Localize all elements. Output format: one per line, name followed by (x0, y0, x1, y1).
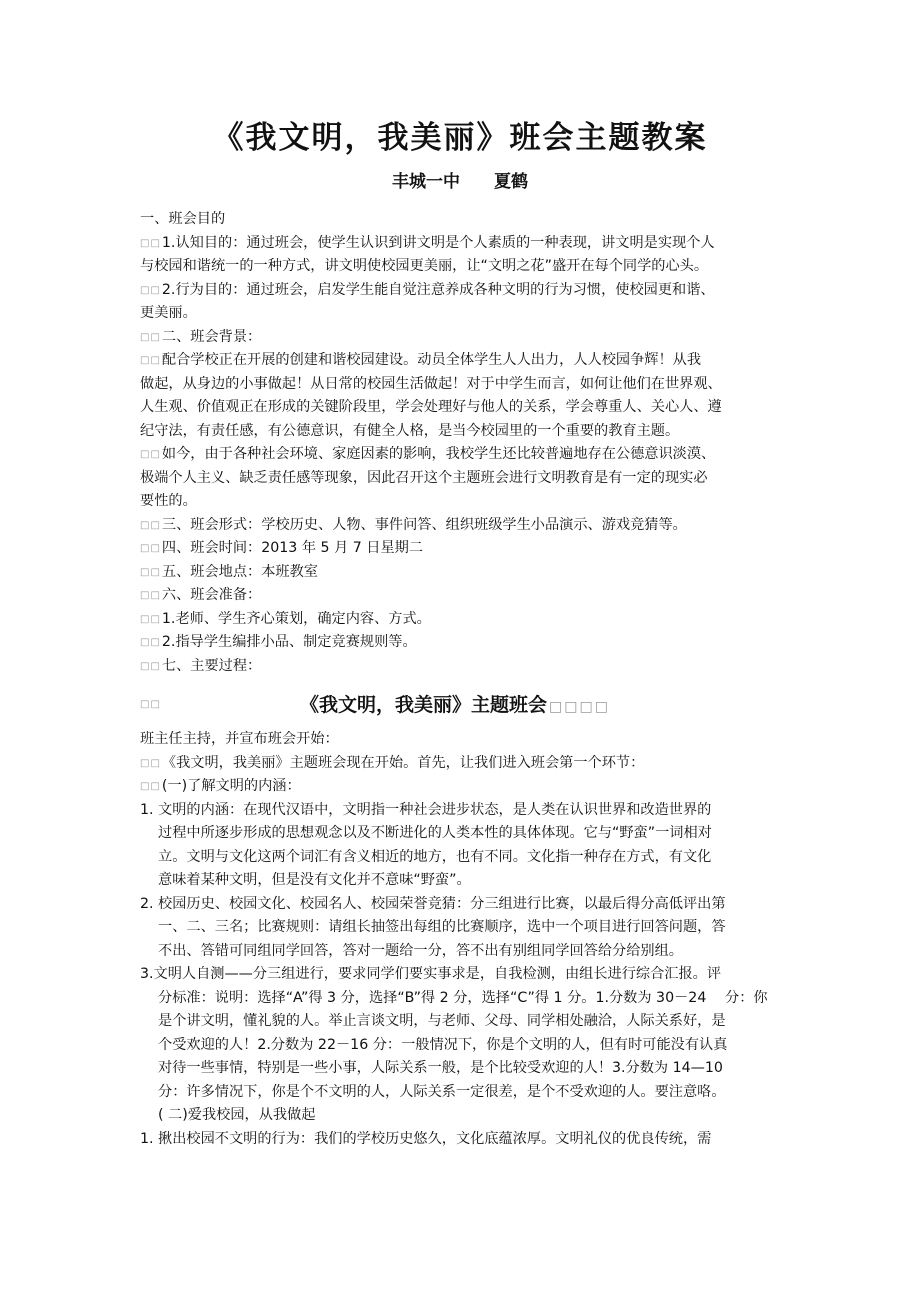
line-text: 班主任主持，并宣布班会开始： (140, 731, 339, 747)
line-text: 2. 校园历史、校园文化、校园名人、校园荣誉竞猜：分三组进行比赛，以最后得分高低评出第 (140, 895, 726, 912)
line-text: 1. 揪出校园不文明的行为：我们的学校历史悠久，文化底蕴浓厚。文明礼仪的优良传统，需 (140, 1130, 712, 1147)
line-text: 意味着某种文明，但是没有文化并不意味“野蛮”。 (158, 872, 471, 888)
text-line (140, 1081, 790, 1105)
line-text: 2.行为目的：通过班会，启发学生能自觉注意养成各种文明的行为习惯，使校园更和谐、 (161, 281, 715, 298)
placeholder-glyph: □□ (140, 519, 161, 531)
placeholder-glyph: □□ (140, 660, 161, 672)
line-text: 七、主要过程： (161, 657, 262, 674)
line-text: 分标准：说明：选择“A”得 3 分，选择“B”得 2 分，选择“C”得 1 分。1.分数为 30－24 分：你 (158, 989, 768, 1006)
text-line (140, 302, 790, 326)
line-text: 不出、答错可同组同学回答，答对一题给一分，答不出有别组同学回答给分给别组。 (158, 942, 683, 959)
text-line (140, 255, 790, 279)
line-text: 1.认知目的：通过班会，使学生认识到讲文明是个人素质的一种表现，讲文明是实现个人 (161, 234, 715, 251)
school-name: 丰城一中 (392, 172, 461, 192)
text-line (140, 728, 790, 752)
text-line (140, 208, 790, 232)
line-text: 三、班会形式：学校历史、人物、事件问答、组织班级学生小品演示、游戏竞猜等。 (161, 516, 687, 533)
placeholder-glyph: □□ (140, 355, 161, 366)
text-line (140, 443, 790, 467)
text-line (140, 1034, 790, 1058)
text-line (140, 987, 790, 1011)
line-text: 一、二、三名；比赛规则：请组长抽签出每组的比赛顺序，选中一个项目进行回答问题，答 (158, 919, 726, 935)
meeting-subtitle (140, 690, 790, 720)
line-text: ( 二)爱我校园，从我做起 (158, 1107, 316, 1123)
line-text: 更美丽。 (140, 305, 197, 321)
placeholder-glyph: □□ (140, 284, 161, 296)
line-text: 做起，从身边的小事做起！从日常的校园生活做起！对于中学生而言，如何让他们在世界观、 (140, 375, 722, 392)
line-text: 1.老师、学生齐心策划，确定内容、方式。 (161, 610, 431, 627)
text-line (140, 373, 790, 397)
line-text: 《我文明，我美丽》主题班会现在开始。首先，让我们进入班会第一个环节： (161, 754, 645, 771)
placeholder-glyph: □□ (140, 237, 161, 249)
text-line (140, 584, 790, 608)
text-line (140, 349, 790, 373)
text-line (140, 561, 790, 585)
line-text: 3.文明人自测——分三组进行，要求同学们要实事求是，自我检测，由组长进行综合汇报。评 (140, 966, 722, 982)
text-line (140, 326, 790, 350)
text-line (140, 232, 790, 256)
text-line (140, 490, 790, 514)
text-line (140, 420, 790, 444)
line-text: 立。文明与文化这两个词汇有含义相近的地方，也有不同。文化指一种存在方式，有文化 (158, 848, 712, 865)
line-text: 人生观、价值观正在形成的关键阶段里，学会处理好与他人的关系，学会尊重人、关心人、遵 (140, 399, 722, 415)
line-text: 个受欢迎的人！2.分数为 22－16 分：一般情况下，你是个文明的人，但有时可能没有认真 (158, 1036, 728, 1053)
text-line (140, 822, 790, 846)
text-line (140, 1128, 790, 1152)
text-line (140, 1104, 790, 1128)
placeholder-glyph: □□ (140, 449, 161, 460)
process-section (140, 728, 790, 1151)
line-text: 与校园和谐统一的一种方式，讲文明使校园更美丽，让“文明之花”盛开在每个同学的心头。 (140, 258, 709, 274)
line-text: (一)了解文明的内涵： (161, 778, 301, 794)
text-line (140, 893, 790, 917)
text-line (140, 279, 790, 303)
text-line (140, 869, 790, 893)
text-line (140, 940, 790, 964)
line-text: 要性的。 (140, 493, 197, 509)
document-body (140, 208, 790, 1151)
line-text: 纪守法，有责任感，有公德意识，有健全人格，是当今校园里的一个重要的教育主题。 (140, 422, 680, 439)
document-title: 《我文明，我美丽》班会主题教案 (212, 120, 708, 156)
text-line (140, 1057, 790, 1081)
author-line (0, 167, 920, 192)
line-text: 对待一些事情，特别是一些小事，人际关系一般，是个比较受欢迎的人！3.分数为 14—10 (158, 1060, 723, 1076)
placeholder-glyph: □□ (140, 757, 161, 769)
text-line (140, 799, 790, 823)
line-text: 1. 文明的内涵：在现代汉语中，文明指一种社会进步状态，是人类在认识世界和改造世界的 (140, 801, 712, 818)
placeholder-glyph: □□ (140, 543, 161, 554)
text-line (140, 514, 790, 538)
placeholder-glyph: □□ (140, 566, 161, 578)
author-name: 夏鹤 (493, 172, 528, 192)
placeholder-glyph: □□ (140, 590, 161, 601)
subtitle-tail-glyphs: □□□□ (549, 699, 610, 715)
line-text: 二、班会背景： (161, 328, 262, 345)
line-text: 分：许多情况下，你是个不文明的人，人际关系一定很差，是个不受欢迎的人。要注意咯。 (158, 1083, 726, 1100)
text-line (140, 467, 790, 491)
line-text: 极端个人主义、缺乏责任感等现象，因此召开这个主题班会进行文明教育是有一定的现实必 (140, 469, 708, 486)
line-text: 六、班会准备： (161, 587, 262, 603)
text-line (140, 963, 790, 987)
line-text: 一、班会目的 (140, 211, 226, 227)
text-line (140, 655, 790, 679)
placeholder-glyph: □□ (140, 637, 161, 648)
placeholder-glyph: □□ (140, 331, 161, 343)
text-line (140, 631, 790, 655)
line-text: 配合学校正在开展的创建和谐校园建设。动员全体学生人人出力，人人校园争辉！从我 (161, 352, 702, 368)
text-line (140, 537, 790, 561)
line-text: 如今，由于各种社会环境、家庭因素的影响，我校学生还比较普遍地存在公德意识淡漠、 (161, 446, 716, 462)
text-line (140, 752, 790, 776)
line-text: 过程中所逐步形成的思想观念以及不断进化的人类本性的具体体现。它与“野蛮”一词相对 (158, 825, 712, 841)
plan-section (140, 208, 790, 678)
line-text: 五、班会地点：本班教室 (161, 563, 318, 580)
text-line (140, 396, 790, 420)
text-line (140, 916, 790, 940)
text-line (140, 608, 790, 632)
text-line (140, 775, 790, 799)
text-line (140, 1010, 790, 1034)
placeholder-glyph: □□ (140, 699, 161, 710)
subtitle-text: 《我文明，我美丽》主题班会 (300, 694, 548, 716)
line-text: 2.指导学生编排小品、制定竞赛规则等。 (161, 634, 417, 650)
placeholder-glyph: □□ (140, 613, 161, 625)
line-text: 是个讲文明，懂礼貌的人。举止言谈文明，与老师、父母、同学相处融洽，人际关系好，是 (158, 1013, 726, 1029)
placeholder-glyph: □□ (140, 781, 161, 792)
line-text: 四、班会时间：2013 年 5 月 7 日星期二 (161, 540, 424, 556)
text-line (140, 846, 790, 870)
